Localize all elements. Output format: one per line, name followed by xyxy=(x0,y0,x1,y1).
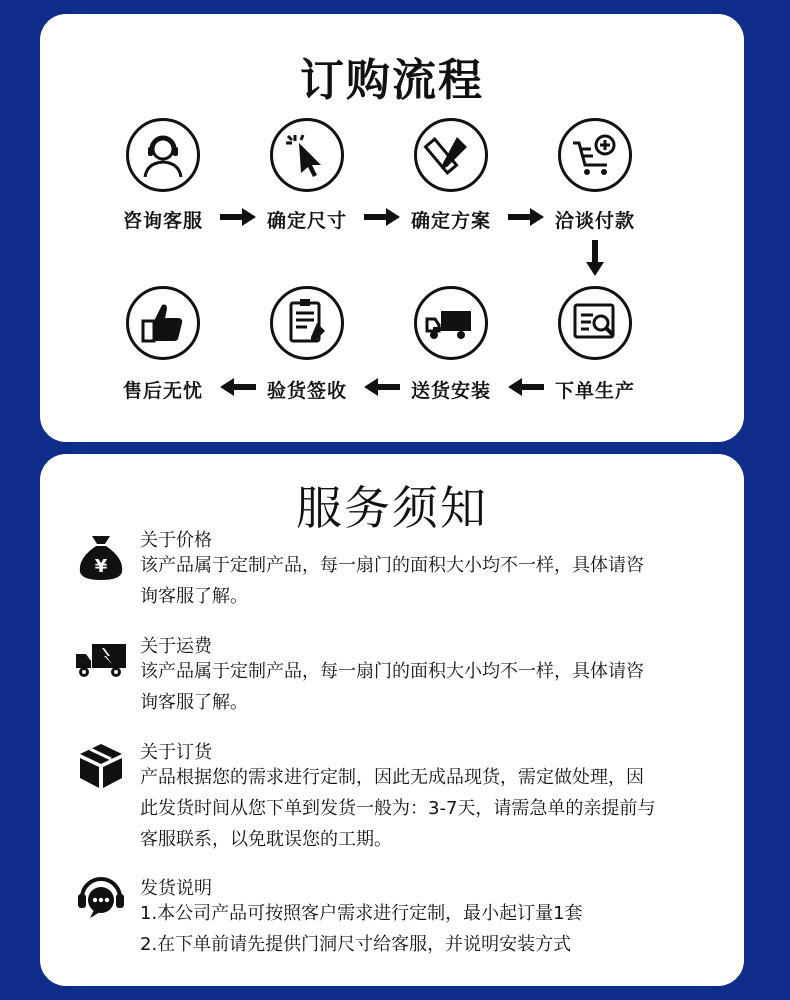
step-label-6: 送货安装 xyxy=(410,380,491,402)
step-label-5: 下单生产 xyxy=(554,380,635,402)
notice-text-delivery xyxy=(140,898,730,960)
notice-line: 询客服了解。 xyxy=(140,586,248,607)
chat-headset-icon xyxy=(74,874,128,924)
cursor-click-icon xyxy=(270,118,344,192)
notice-line: 此发货时间从您下单到发货一般为：3-7天，请需急单的亲提前与 xyxy=(140,798,656,819)
arrow-down-icon xyxy=(586,240,604,276)
pencil-ruler-icon xyxy=(414,118,488,192)
step-label-4: 洽谈付款 xyxy=(554,210,635,232)
notice-title: 服务须知 xyxy=(296,481,488,535)
step-label-7: 验货签收 xyxy=(266,380,347,402)
truck-icon xyxy=(74,634,128,684)
notice-heading-shipping: 关于运费 xyxy=(140,636,212,657)
notice-text-price xyxy=(140,550,730,612)
arrow-left-icon xyxy=(508,378,544,396)
notice-heading-delivery: 发货说明 xyxy=(140,878,212,899)
service-notice-panel xyxy=(40,454,744,986)
notice-text-ordering xyxy=(140,762,730,855)
customer-service-icon xyxy=(126,118,200,192)
notice-heading-ordering: 关于订货 xyxy=(140,742,212,763)
arrow-right-icon xyxy=(220,208,256,226)
thumbs-up-icon xyxy=(126,286,200,360)
order-process-panel xyxy=(40,14,744,442)
step-label-1: 咨询客服 xyxy=(122,210,203,232)
step-label-2: 确定尺寸 xyxy=(266,210,347,232)
notice-line: 询客服了解。 xyxy=(140,692,248,713)
arrow-left-icon xyxy=(220,378,256,396)
svg-text:¥: ¥ xyxy=(94,556,108,577)
notice-text-shipping xyxy=(140,656,730,718)
arrow-left-icon xyxy=(364,378,400,396)
notice-line: 该产品属于定制产品，每一扇门的面积大小均不一样，具体请咨 xyxy=(140,661,644,682)
notice-line: 该产品属于定制产品，每一扇门的面积大小均不一样，具体请咨 xyxy=(140,555,644,576)
search-document-icon xyxy=(558,286,632,360)
cart-add-icon xyxy=(558,118,632,192)
notice-heading-price: 关于价格 xyxy=(140,530,212,551)
notice-line: 1.本公司产品可按照客户需求进行定制，最小起订量1套 xyxy=(140,903,583,924)
notice-line: 产品根据您的需求进行定制，因此无成品现货，需定做处理，因 xyxy=(140,767,644,788)
arrow-right-icon xyxy=(508,208,544,226)
arrow-right-icon xyxy=(364,208,400,226)
step-label-3: 确定方案 xyxy=(410,210,491,232)
package-box-icon xyxy=(74,740,128,790)
delivery-truck-icon xyxy=(414,286,488,360)
money-bag-icon xyxy=(74,532,128,582)
clipboard-icon xyxy=(270,286,344,360)
process-title: 订购流程 xyxy=(300,55,484,106)
notice-line: 2.在下单前请先提供门洞尺寸给客服，并说明安装方式 xyxy=(140,934,572,955)
notice-line: 客服联系，以免耽误您的工期。 xyxy=(140,829,392,850)
step-label-8: 售后无忧 xyxy=(122,380,203,402)
